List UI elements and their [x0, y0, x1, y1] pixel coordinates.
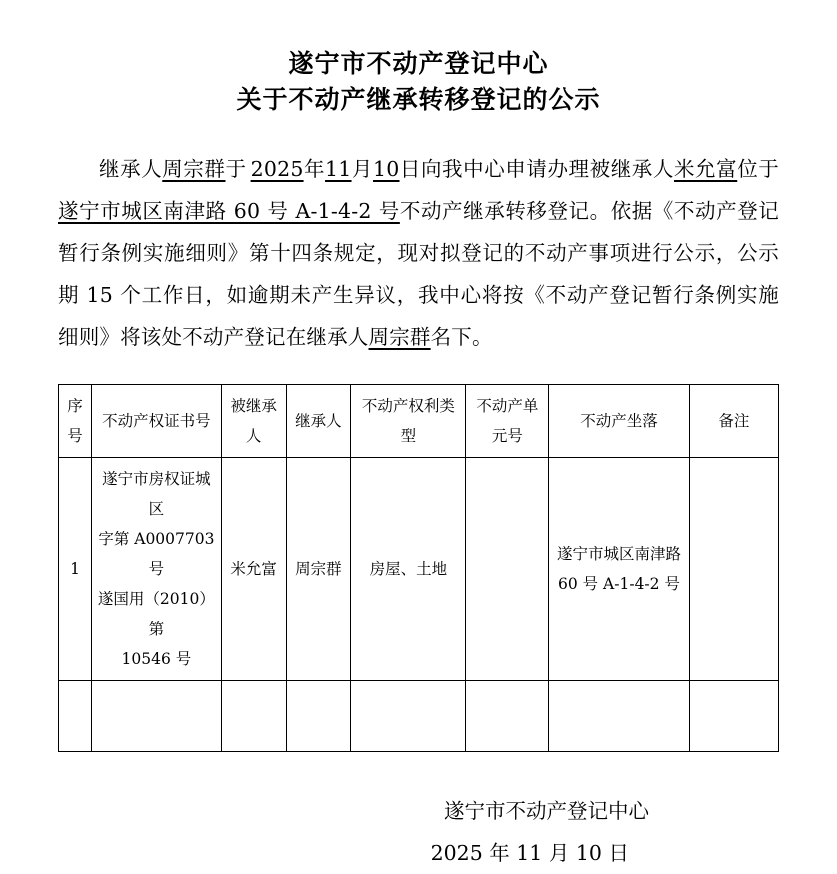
cell-cert — [92, 458, 222, 681]
cert-line-2: 字第 A0007703 号 — [98, 530, 215, 578]
paragraph-seg2: 于 — [225, 157, 247, 181]
table-header-right-type: 不动产权利类型 — [351, 385, 466, 458]
table-header-cert: 不动产权证书号 — [92, 385, 222, 458]
document-title-line2: 关于不动产继承转移登记的公示 — [236, 85, 601, 114]
year-label: 年 — [303, 157, 326, 181]
table-header-heir: 继承人 — [286, 385, 351, 458]
cert-line-1: 遂宁市房权证城区 — [102, 470, 211, 518]
table-header-seq: 序号 — [59, 385, 92, 458]
document-title-line1: 遂宁市不动产登记中心 — [288, 49, 549, 78]
paragraph-seg6: 名下。 — [430, 325, 493, 349]
cell-decedent: 米允富 — [221, 458, 286, 681]
cert-line-4: 10546 号 — [121, 650, 192, 668]
paragraph-seg4: 位于 — [737, 157, 780, 181]
property-address: 遂宁市城区南津路 60 号 A-1-4-2 号 — [58, 199, 400, 223]
cell-location — [549, 458, 689, 681]
heir-name: 周宗群 — [162, 157, 226, 181]
cell-heir-empty — [286, 681, 351, 752]
cell-unit-no — [466, 458, 549, 681]
decedent-name: 米允富 — [673, 157, 738, 181]
cell-decedent-empty — [221, 681, 286, 752]
table-row-empty — [59, 681, 779, 752]
location-line-2: 60 号 A-1-4-2 号 — [557, 575, 680, 593]
table-header-decedent: 被继承人 — [221, 385, 286, 458]
cell-right-type-empty — [351, 681, 466, 752]
paragraph-seg3: 日向我中心申请办理被继承人 — [399, 157, 674, 181]
cell-location-empty — [549, 681, 689, 752]
month-label: 月 — [351, 157, 374, 181]
day-value: 10 — [373, 157, 400, 181]
signature-date: 2025 年 11 月 10 日 — [430, 841, 629, 865]
cell-unit-no-empty — [466, 681, 549, 752]
cell-note-empty — [689, 681, 778, 752]
month-value: 11 — [325, 157, 352, 181]
table-header-unit-no: 不动产单元号 — [466, 385, 549, 458]
signature-organization: 遂宁市不动产登记中心 — [444, 799, 649, 823]
cell-seq-empty — [59, 681, 92, 752]
year-value: 2025 — [250, 157, 304, 181]
paragraph-seg1: 继承人 — [99, 157, 163, 181]
location-line-1: 遂宁市城区南津路 — [556, 545, 681, 563]
heir-name-2: 周宗群 — [368, 325, 431, 349]
table-header-location: 不动产坐落 — [549, 385, 689, 458]
registration-table — [58, 384, 779, 752]
cell-heir: 周宗群 — [286, 458, 351, 681]
announcement-paragraph — [58, 148, 779, 358]
cell-right-type: 房屋、土地 — [351, 458, 466, 681]
paragraph-seg5: 不动产继承转移登记。依据《不动产登记暂行条例实施细则》第十四条规定，现对拟登记的不动产事项进行公示，公示期 15 个工作日，如逾期未产生异议，我中心将按《不动产登记暂行条例实施细则》将该处不动产登记在继承人 — [58, 199, 779, 349]
cell-seq: 1 — [59, 458, 92, 681]
table-header-note: 备注 — [689, 385, 778, 458]
cert-line-3: 遂国用（2010）第 — [97, 590, 215, 638]
cell-cert-empty — [92, 681, 222, 752]
cell-note — [689, 458, 778, 681]
table-header-row — [59, 385, 779, 458]
table-row — [59, 458, 779, 681]
